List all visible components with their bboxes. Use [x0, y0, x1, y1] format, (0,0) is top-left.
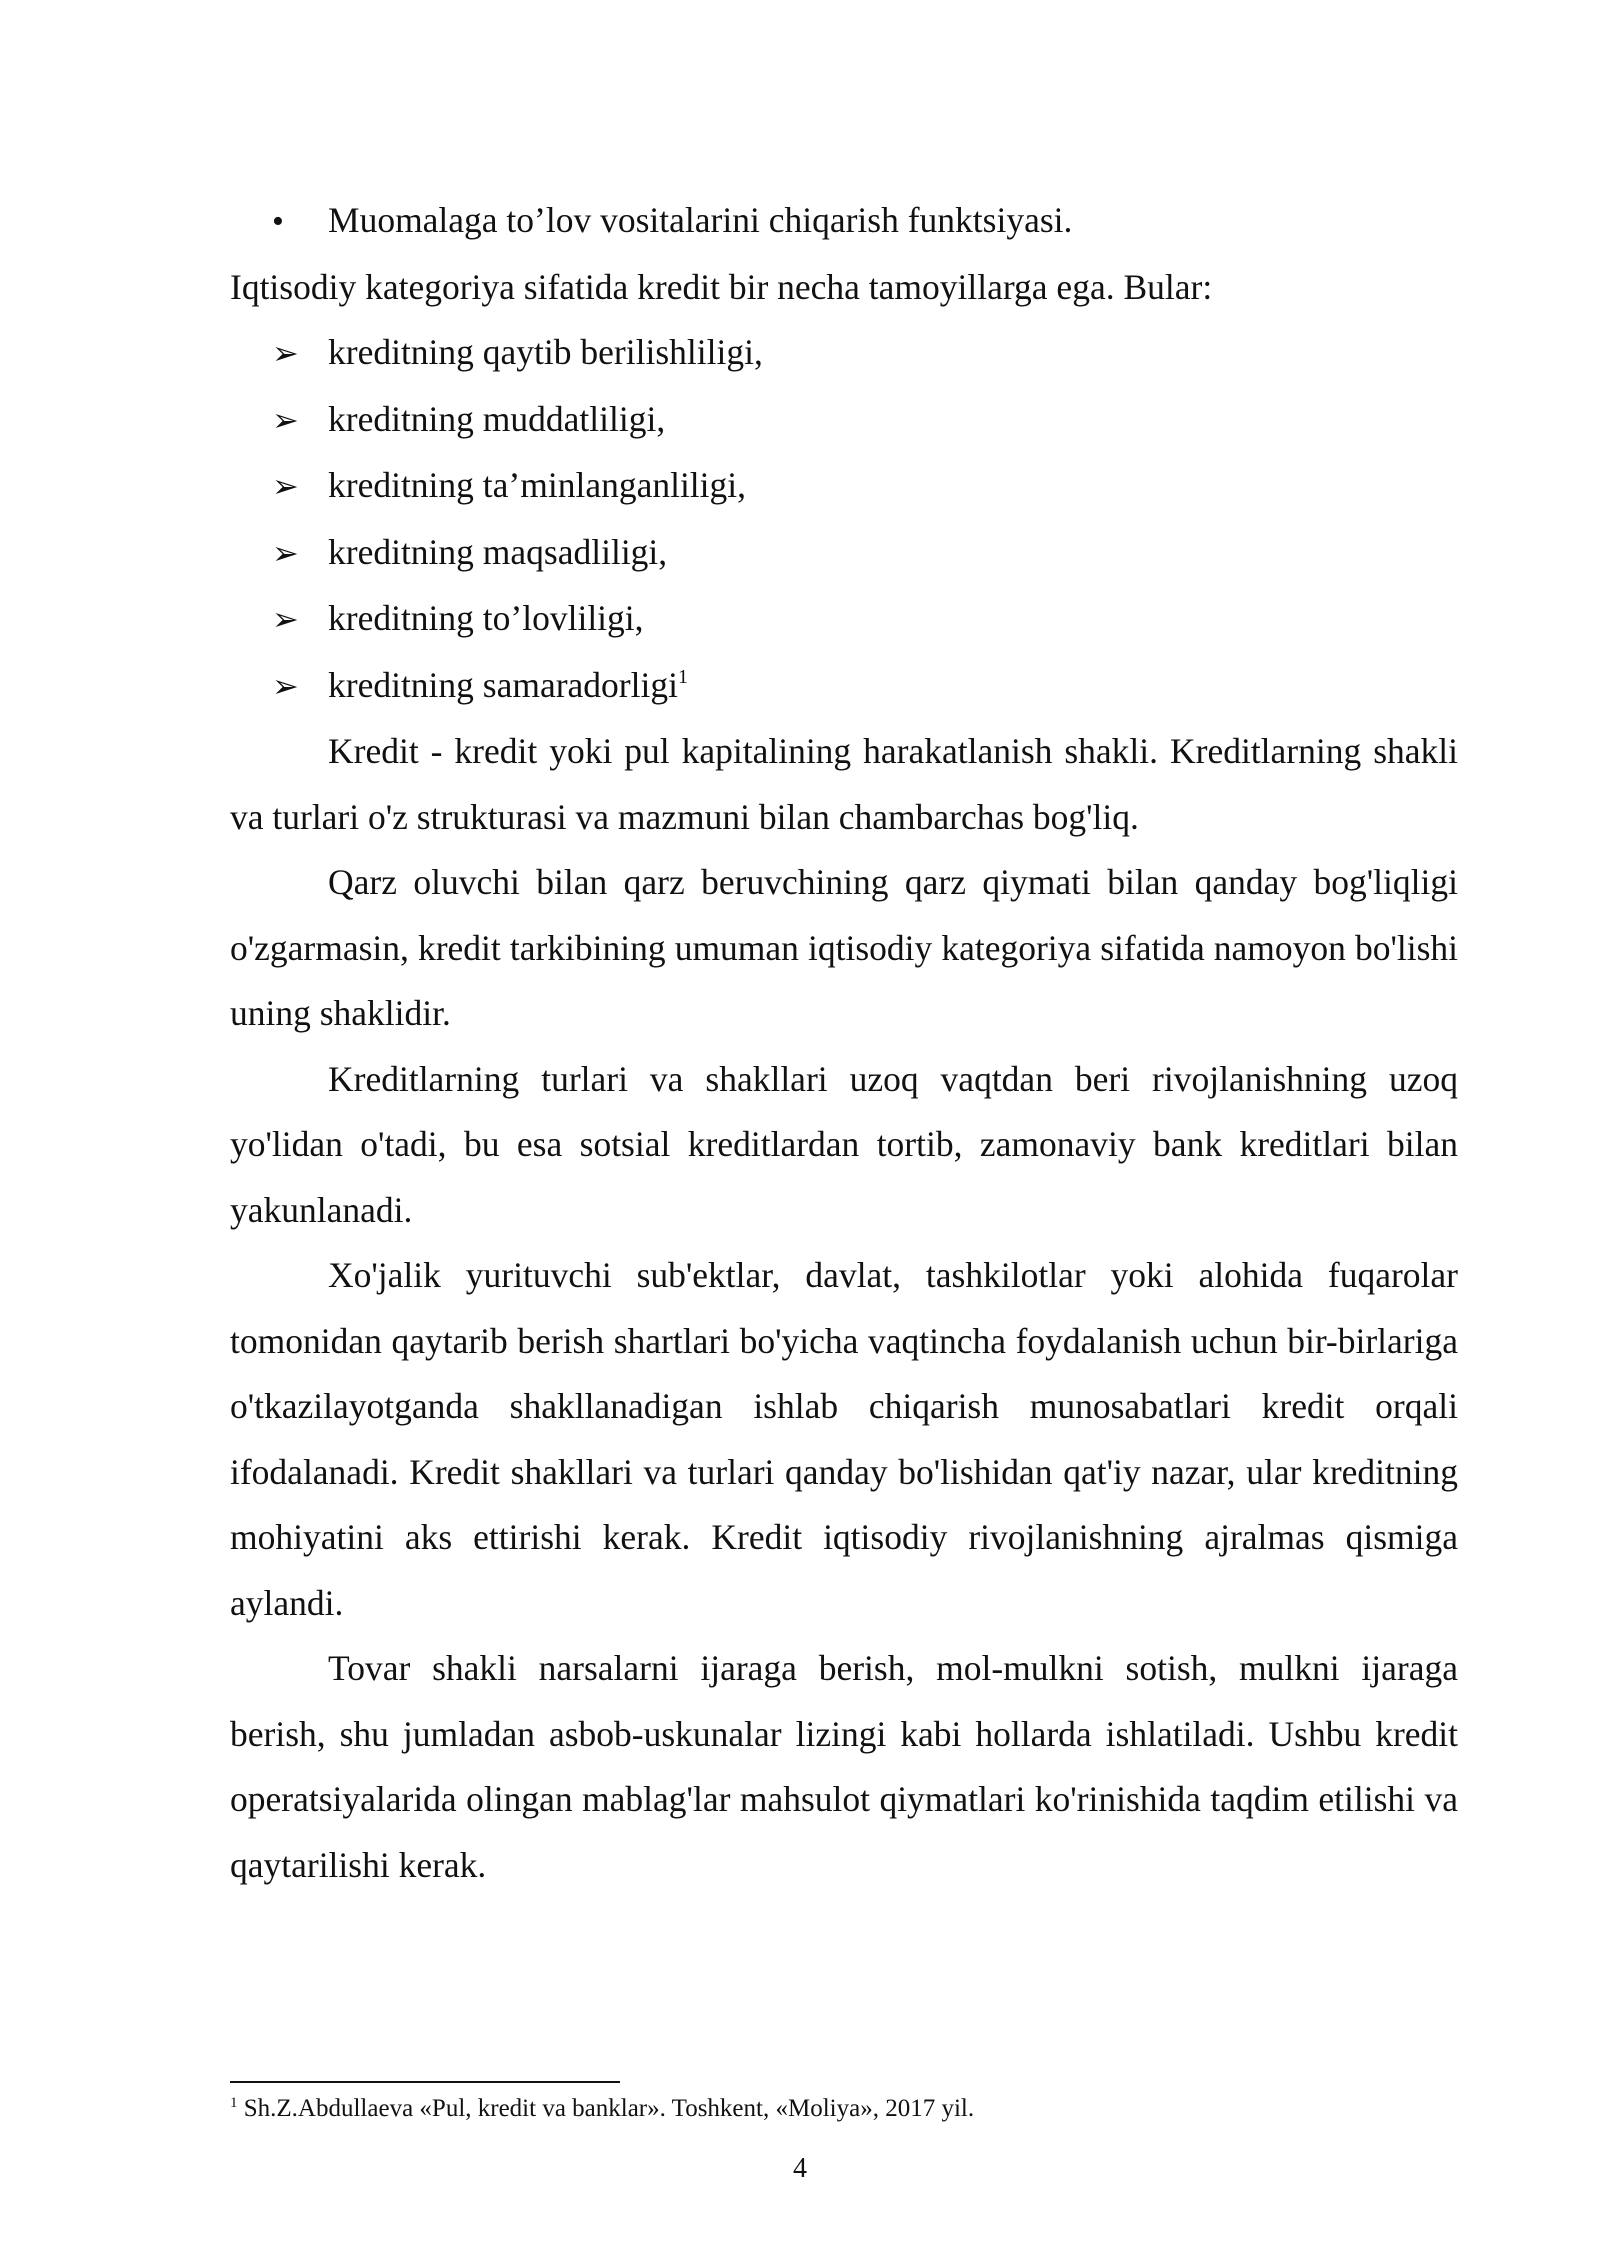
bullet-item-text: Muomalaga to’lov vositalarini chiqarish funktsiyasi. — [328, 200, 1073, 240]
list-item — [230, 387, 1458, 454]
arrow-bullet-icon: ➢ — [272, 667, 299, 704]
arrow-bullet-icon: ➢ — [272, 534, 299, 571]
list-item-label: kreditning samaradorligi — [328, 664, 678, 705]
footnote — [230, 2093, 974, 2125]
footnote-number: 1 — [230, 2095, 238, 2111]
intro-line: Iqtisodiy kategoriya sifatida kredit bir necha tamoyillarga ega. Bular: — [230, 266, 1213, 307]
paragraph: Qarz oluvchi bilan qarz beruvchining qarz qiymati bilan qanday bog'liqligi o'zgarmasin, kredit tarkibining umuman iqtisodiy kategoriya sifatida namoyon bo'lishi uning shaklidir. — [230, 862, 1458, 1033]
paragraph: Tovar shakli narsalarni ijaraga berish, mol-mulkni sotish, mulkni ijaraga berish, shu jumladan asbob-uskunalar lizingi kabi hollarda ishlatiladi. Ushbu kredit operatsiyalarida olingan mablag'lar mahsulot qiymatlari ko'rinishida taqdim etilishi va qaytarilishi kerak. — [230, 1648, 1458, 1885]
principles-list — [230, 320, 1458, 719]
list-item-text: kreditning qaytib berilishliligi, — [328, 332, 763, 372]
arrow-bullet-icon: ➢ — [272, 468, 299, 504]
paragraph: Xo'jalik yurituvchi sub'ektlar, davlat, tashkilotlar yoki alohida fuqarolar tomonidan qaytarib berish shartlari bo'yicha vaqtincha foydalanish uchun bir-birlariga o'tkazilayotganda shakllanadigan ishlab chiqarish munosabatlari kredit orqali ifodalanadi. Kredit shakllari va turlari qanday bo'lishidan qat'iy nazar, ular kreditning mohiyatini aks ettirishi kerak. Kredit iqtisodiy rivojlanishning ajralmas qismiga aylandi. — [230, 1255, 1458, 1623]
bullet-dot-icon: • — [272, 203, 284, 240]
list-item-text: kreditning muddatliligi, — [328, 398, 666, 439]
paragraph: Kreditlarning turlari va shakllari uzoq vaqtdan beri rivojlanishning uzoq yo'lidan o'tadi, bu esa sotsial kreditlardan tortib, zamonaviy bank kreditlari bilan yakunlanadi. — [230, 1058, 1458, 1230]
list-item — [230, 653, 1458, 720]
list-item — [230, 453, 1458, 520]
paragraph: Kredit - kredit yoki pul kapitalining harakatlanish shakli. Kreditlarning shakli va turlari o'z strukturasi va mazmuni bilan chambarchas bog'liq. — [230, 731, 1458, 837]
list-item-text: kreditning to’lovliligi, — [328, 598, 644, 638]
page-number: 4 — [793, 2153, 807, 2184]
page-body — [230, 188, 1458, 1898]
arrow-bullet-icon: ➢ — [272, 601, 299, 637]
arrow-bullet-icon: ➢ — [272, 335, 299, 371]
footnote-separator — [230, 2081, 620, 2083]
list-item — [230, 320, 1458, 387]
list-item — [230, 520, 1458, 587]
footnote-text: Sh.Z.Abdullaeva «Pul, kredit va banklar». Toshkent, «Moliya», 2017 yil. — [243, 2095, 975, 2122]
arrow-bullet-icon: ➢ — [272, 401, 299, 438]
list-item-text: kreditning ta’minlanganliligi, — [328, 465, 747, 505]
footnote-reference[interactable]: 1 — [677, 665, 688, 688]
list-item-text — [328, 653, 688, 719]
bullet-item — [230, 188, 1458, 255]
list-item — [230, 586, 1458, 653]
list-item-text: kreditning maqsadliligi, — [328, 531, 668, 572]
